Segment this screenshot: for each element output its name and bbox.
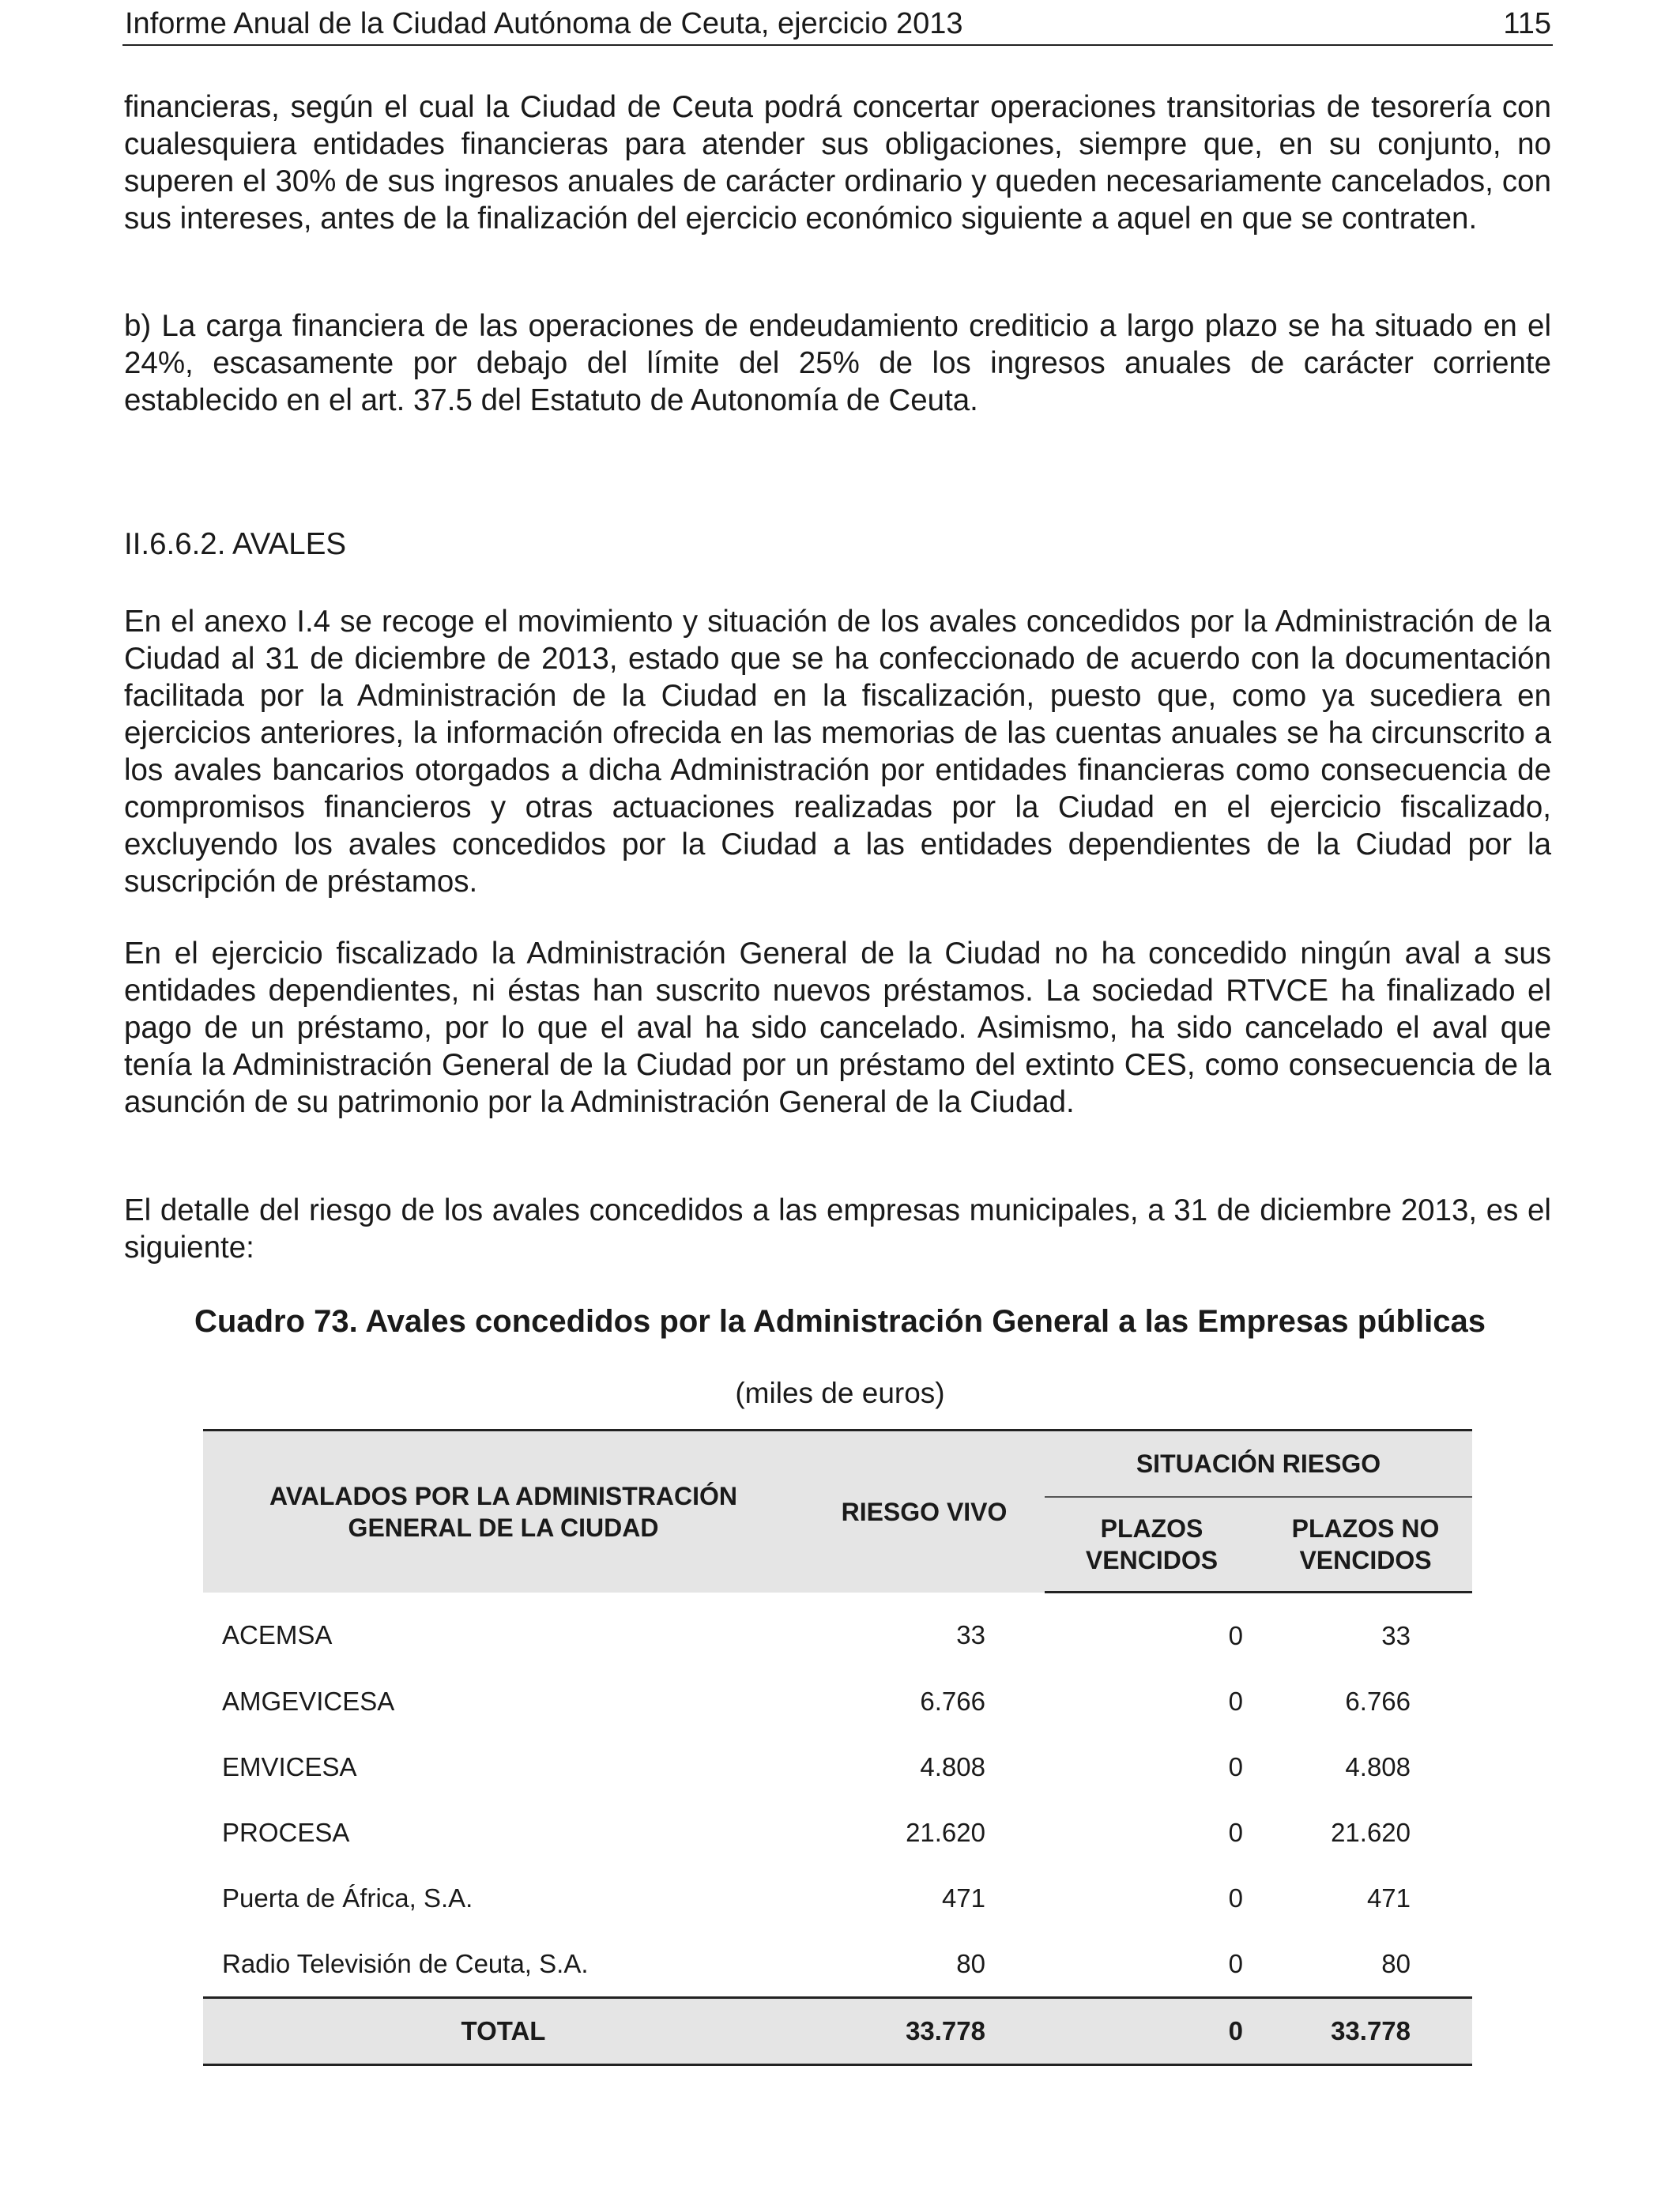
paragraph-financial-burden: b) La carga financiera de las operaciones de endeudamiento crediticio a largo plazo se ha situado en el 24%, escasamente por debajo del límite del 25% de los ingresos anuales de carácter corriente establecido en el art. 37.5 del Estatuto de Autonomía de Ceuta.: [124, 309, 1551, 417]
entity-name: AMGEVICESA: [222, 1686, 395, 1716]
paragraph-risk-detail-intro: El detalle del riesgo de los avales concedidos a las empresas municipales, a 31 de diciembre 2013, es el siguiente:: [124, 1193, 1551, 1265]
plazos-no-vencidos-value: 33: [1381, 1620, 1411, 1650]
plazos-no-vencidos-value: 4.808: [1345, 1751, 1411, 1781]
table-units: (miles de euros): [735, 1377, 945, 1409]
total-plazos-vencidos: 0: [1045, 1998, 1259, 2065]
entity-name: EMVICESA: [222, 1751, 357, 1781]
paragraph-fiscal-year-guarantees: En el ejercicio fiscalizado la Administración General de la Ciudad no ha concedido ningún aval a sus entidades dependientes, ni éstas han suscrito nuevos préstamos. La sociedad RTVCE ha finalizado el pago de un préstamo, por lo que el aval ha sido cancelado. Asimismo, ha sido cancelado el aval que tenía la Administración General de la Ciudad por un préstamo del extinto CES, como consecuencia de la asunción de su patrimonio por la Administración General de la Ciudad.: [124, 937, 1551, 1119]
plazos-vencidos-value: 0: [1228, 1751, 1243, 1781]
plazos-no-vencidos-value: 21.620: [1331, 1817, 1411, 1847]
total-row: [203, 1998, 1472, 2065]
running-header: [122, 3, 1553, 46]
header-riesgo-vivo: RIESGO VIVO: [804, 1431, 1045, 1593]
plazos-vencidos-value: 0: [1228, 1948, 1243, 1978]
riesgo-vivo-value: 33: [956, 1619, 985, 1649]
plazos-vencidos-value: 0: [1228, 1620, 1243, 1650]
table-row: [203, 1668, 1472, 1734]
plazos-vencidos-value: 0: [1228, 1883, 1243, 1913]
page-number: 115: [1503, 7, 1551, 40]
header-guaranteed-entities: AVALADOS POR LA ADMINISTRACIÓN GENERAL DE LA CIUDAD: [203, 1431, 804, 1593]
riesgo-vivo-value: 4.808: [920, 1751, 985, 1781]
entity-name: Radio Televisión de Ceuta, S.A.: [222, 1948, 589, 1978]
riesgo-vivo-value: 471: [941, 1883, 985, 1913]
table-row: [203, 1865, 1472, 1931]
header-situacion-riesgo: SITUACIÓN RIESGO: [1045, 1431, 1472, 1498]
entity-name: ACEMSA: [222, 1619, 333, 1649]
plazos-no-vencidos-value: 80: [1381, 1948, 1411, 1978]
plazos-vencidos-value: 0: [1228, 1686, 1243, 1716]
header-plazos-no-vencidos: PLAZOS NO VENCIDOS: [1259, 1497, 1472, 1593]
table-row: [203, 1734, 1472, 1800]
report-title: Informe Anual de la Ciudad Autónoma de Ceuta, ejercicio 2013: [125, 7, 963, 40]
guarantees-table: [203, 1429, 1472, 2066]
total-plazos-no-vencidos: 33.778: [1259, 1998, 1472, 2065]
table-row: [203, 1593, 1472, 1669]
table-row: [203, 1800, 1472, 1865]
paragraph-annex-guarantees: En el anexo I.4 se recoge el movimiento y situación de los avales concedidos por la Administración de la Ciudad al 31 de diciembre de 2013, estado que se ha confeccionado de acuerdo con la documentación facilitada por la Administración de la Ciudad en la fiscalización, puesto que, como ya sucediera en ejercicios anteriores, la información ofrecida en las memorias de las cuentas anuales se ha circunscrito a los avales bancarios otorgados a dicha Administración por entidades financieras como consecuencia de compromisos financieros y otras actuaciones realizadas por la Ciudad en el ejercicio fiscalizado, excluyendo los avales concedidos por la Ciudad a las entidades dependientes de la Ciudad por la suscripción de préstamos.: [124, 605, 1551, 899]
header-plazos-vencidos: PLAZOS VENCIDOS: [1045, 1497, 1259, 1593]
plazos-vencidos-value: 0: [1228, 1817, 1243, 1847]
entity-name: Puerta de África, S.A.: [222, 1883, 473, 1913]
plazos-no-vencidos-value: 471: [1366, 1883, 1411, 1913]
riesgo-vivo-value: 21.620: [906, 1817, 985, 1847]
table-row: [203, 1931, 1472, 1998]
total-label: TOTAL: [203, 1998, 804, 2065]
entity-name: PROCESA: [222, 1817, 350, 1847]
section-heading: II.6.6.2. AVALES: [124, 527, 347, 561]
paragraph-treasury-operations: financieras, según el cual la Ciudad de Ceuta podrá concertar operaciones transitorias de tesorería con cualesquiera entidades financieras para atender sus obligaciones, siempre que, en su conjunto, no superen el 30% de sus ingresos anuales de carácter ordinario y queden necesariamente cancelados, con sus intereses, antes de la finalización del ejercicio económico siguiente a aquel en que se contraten.: [124, 90, 1551, 236]
table-caption: Cuadro 73. Avales concedidos por la Administración General a las Empresas públicas: [194, 1304, 1486, 1339]
plazos-no-vencidos-value: 6.766: [1345, 1686, 1411, 1716]
riesgo-vivo-value: 6.766: [920, 1686, 985, 1716]
riesgo-vivo-value: 80: [956, 1948, 985, 1978]
total-riesgo-vivo: 33.778: [804, 1998, 1045, 2065]
